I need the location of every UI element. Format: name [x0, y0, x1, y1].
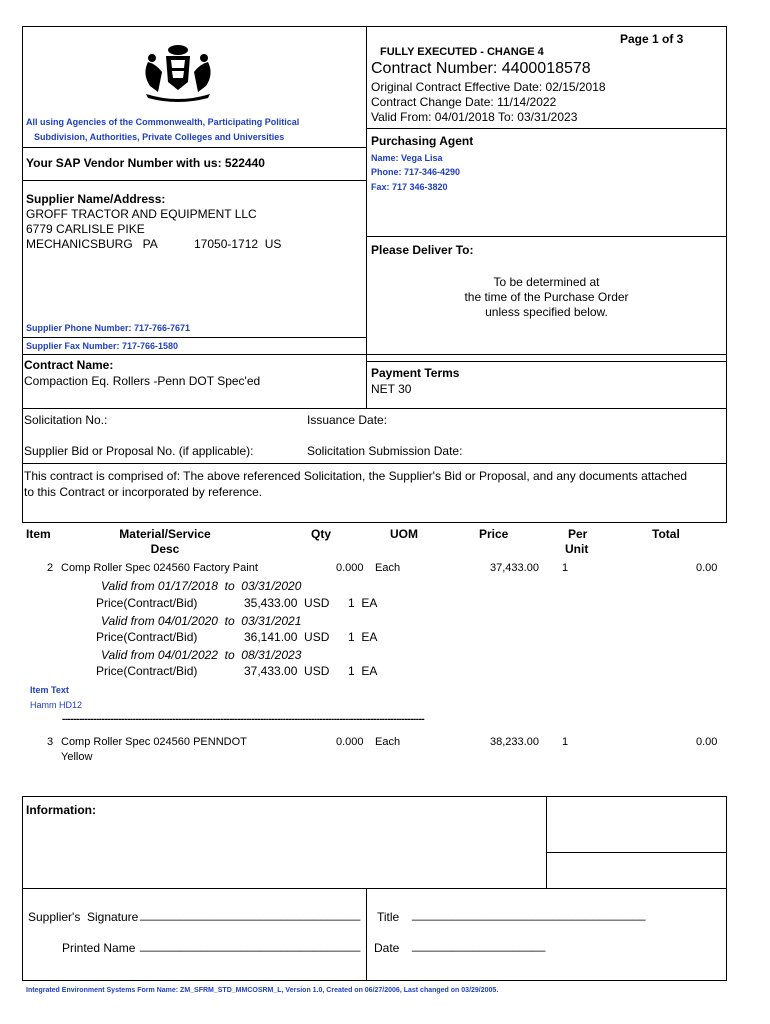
line-2-desc-2: Yellow: [61, 751, 93, 763]
period-3-label: Price(Contract/Bid): [96, 664, 198, 678]
supplier-street: 6779 CARLISLE PIKE: [26, 222, 145, 236]
info-divider: [546, 796, 547, 889]
agent-name: Name: Vega Lisa: [371, 153, 443, 163]
col-total: Total: [652, 527, 680, 541]
rule-supplier-phone: [22, 337, 367, 338]
rule-signature-top: [22, 888, 727, 889]
information-heading: Information:: [26, 803, 96, 817]
rule-vendor: [22, 180, 367, 181]
agent-phone: Phone: 717-346-4290: [371, 167, 461, 177]
execution-status: FULLY EXECUTED - CHANGE 4: [380, 46, 544, 58]
coat-of-arms-seal-icon: [138, 42, 218, 104]
rule-contract-name-top: [22, 354, 727, 355]
rule-agent-bottom: [366, 236, 727, 237]
line-2-uom: Each: [375, 736, 401, 748]
period-1-valid: Valid from 01/17/2018 to 03/31/2020: [101, 579, 302, 593]
contract-number: Contract Number: 4400018578: [371, 60, 591, 77]
bid-number: Supplier Bid or Proposal No. (if applicable):: [24, 444, 254, 458]
col-uom: UOM: [390, 527, 418, 541]
info-sub-rule: [546, 852, 727, 853]
line-2-price: 38,233.00: [490, 736, 539, 748]
line-2-desc: Comp Roller Spec 024560 PENNDOT: [61, 736, 247, 748]
rule-agent-top: [366, 128, 727, 129]
line-2-qty: 0.000: [336, 736, 364, 748]
supplier-signature-label: Supplier's Signature: [28, 910, 139, 924]
valid-range: Valid From: 04/01/2018 To: 03/31/2023: [371, 110, 578, 124]
supplier-name: GROFF TRACTOR AND EQUIPMENT LLC: [26, 207, 257, 221]
supplier-city-state: MECHANICSBURG PA: [26, 237, 158, 251]
item-text-value: Hamm HD12: [30, 700, 83, 710]
period-1-label: Price(Contract/Bid): [96, 596, 198, 610]
deliver-line-2: the time of the Purchase Order: [464, 290, 629, 304]
comprised-line-1: This contract is comprised of: The above referenced Solicitation, the Supplier's Bid or Proposal, and any documents attached: [24, 469, 688, 483]
contract-name-heading: Contract Name:: [24, 358, 114, 372]
agencies-line-1: All using Agencies of the Commonwealth, Participating Political: [26, 117, 300, 127]
comprised-line-2: to this Contract or incorporated by reference.: [24, 485, 263, 499]
original-effective-date: Original Contract Effective Date: 02/15/2018: [371, 80, 606, 94]
form-footer: Integrated Environment Systems Form Name: ZM_SFRM_STD_MMCOSRM_L, Version 1.0, Created on 06/27/2006, Last changed on 03/29/2005.: [26, 987, 499, 994]
period-2-amount: 36,141.00 USD: [244, 630, 330, 644]
agencies-line-2: Subdivision, Authorities, Private Colleges and Universities: [34, 132, 285, 142]
purchasing-agent-heading: Purchasing Agent: [371, 134, 474, 148]
line-2-item: 3: [47, 736, 54, 748]
line-1-uom: Each: [375, 562, 401, 574]
agent-fax: Fax: 717 346-3820: [371, 182, 448, 192]
contract-change-date: Contract Change Date: 11/14/2022: [371, 95, 557, 109]
supplier-signature-line[interactable]: _________________________________: [140, 907, 361, 921]
divider-middle: [366, 26, 367, 408]
line-1-total: 0.00: [696, 562, 718, 574]
period-2-unit: 1 EA: [348, 630, 378, 644]
vendor-number: Your SAP Vendor Number with us: 522440: [26, 156, 265, 170]
line-2-total: 0.00: [696, 736, 718, 748]
title-line[interactable]: ___________________________________: [412, 907, 646, 921]
solicitation-number: Solicitation No.:: [24, 413, 108, 427]
item-separator: --------------------------------------------------------------------------------------------------------------------------------: [62, 714, 425, 725]
payment-terms-value: NET 30: [371, 382, 412, 396]
period-3-unit: 1 EA: [348, 664, 378, 678]
border-top: [22, 26, 727, 27]
contract-name-value: Compaction Eq. Rollers -Penn DOT Spec'ed: [24, 374, 261, 388]
rule-agencies: [22, 147, 367, 148]
title-label: Title: [377, 910, 400, 924]
line-1-per: 1: [562, 562, 569, 574]
col-per-unit: Unit: [565, 542, 589, 556]
border-left: [22, 26, 23, 523]
col-price: Price: [479, 527, 509, 541]
rule-payment-top: [366, 361, 727, 362]
deliver-line-3: unless specified below.: [485, 305, 608, 319]
line-1-price: 37,433.00: [490, 562, 539, 574]
item-text-label: Item Text: [30, 685, 69, 695]
rule-information-top: [22, 796, 727, 797]
printed-name-label: Printed Name: [62, 941, 136, 955]
issuance-date: Issuance Date:: [307, 413, 388, 427]
period-1-unit: 1 EA: [348, 596, 378, 610]
col-item: Item: [26, 527, 51, 541]
col-material-desc: Desc: [150, 542, 180, 556]
payment-terms-heading: Payment Terms: [371, 366, 460, 380]
period-2-label: Price(Contract/Bid): [96, 630, 198, 644]
rule-signature-bottom: [22, 980, 727, 981]
rule-comprised-top: [22, 463, 727, 464]
col-per: Per: [568, 527, 588, 541]
rule-table-top: [22, 522, 727, 523]
printed-name-line[interactable]: _________________________________: [140, 938, 361, 952]
line-1-desc: Comp Roller Spec 024560 Factory Paint: [61, 562, 258, 574]
rule-solicitation-top: [22, 408, 727, 409]
signature-divider: [366, 888, 367, 981]
period-2-valid: Valid from 04/01/2020 to 03/31/2021: [101, 614, 302, 628]
col-qty: Qty: [311, 527, 332, 541]
col-material: Material/Service: [119, 527, 211, 541]
supplier-phone: Supplier Phone Number: 717-766-7671: [26, 323, 191, 333]
line-2-per: 1: [562, 736, 569, 748]
line-1-item: 2: [47, 562, 54, 574]
page-number: Page 1 of 3: [620, 32, 684, 46]
deliver-line-1: To be determined at: [493, 275, 600, 289]
period-1-amount: 35,433.00 USD: [244, 596, 330, 610]
date-label: Date: [374, 941, 400, 955]
period-3-amount: 37,433.00 USD: [244, 664, 330, 678]
date-line[interactable]: ____________________: [412, 938, 546, 952]
supplier-zip: 17050-1712 US: [194, 237, 282, 251]
line-1-qty: 0.000: [336, 562, 364, 574]
deliver-heading: Please Deliver To:: [371, 243, 474, 257]
submission-date: Solicitation Submission Date:: [307, 444, 463, 458]
supplier-heading: Supplier Name/Address:: [26, 192, 166, 206]
supplier-fax: Supplier Fax Number: 717-766-1580: [26, 341, 179, 351]
period-3-valid: Valid from 04/01/2022 to 08/31/2023: [101, 648, 302, 662]
